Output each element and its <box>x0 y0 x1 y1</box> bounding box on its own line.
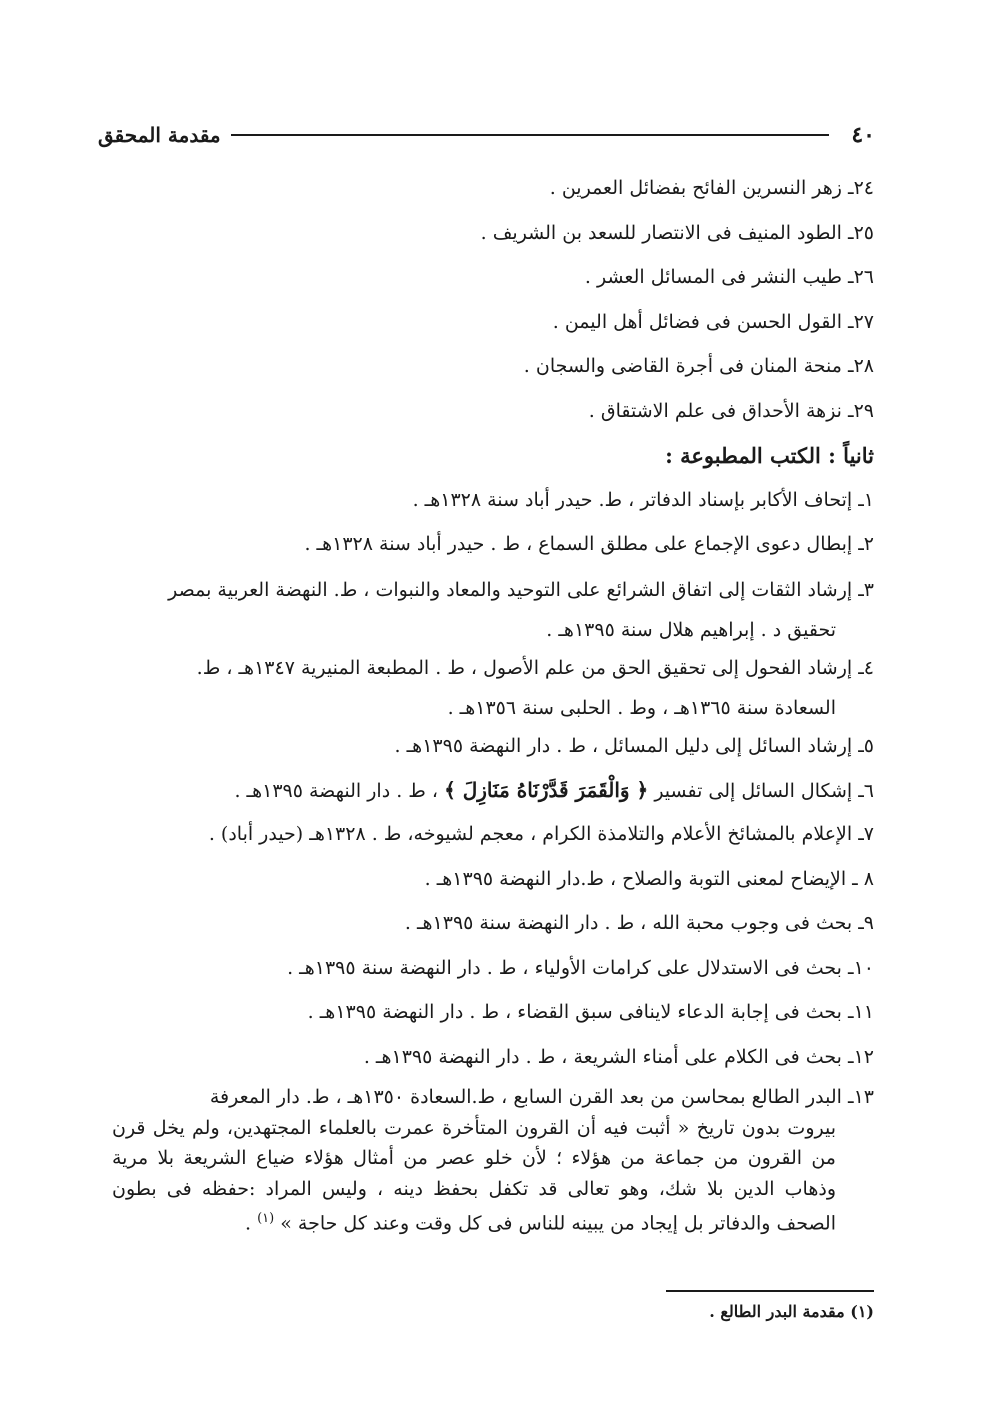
list-item-continuation: السعادة سنة ١٣٦٥هـ ، وط . الحلبى سنة ١٣٥٦هـ . <box>447 697 836 719</box>
list-item: ٢٨ـ منحة المنان فى أجرة القاضى والسجان . <box>523 355 874 377</box>
list-item <box>110 770 874 811</box>
footnote-rule <box>666 1290 874 1292</box>
list-item <box>100 648 874 728</box>
quotation: بيروت بدون تاريخ « أثبت فيه أن القرون المتأخرة عمرت بالعلماء المجتهدين، ولم يخل قرن من القرون من جماعة من هؤلاء ؛ لأن خلو عصر من أمثال هؤلاء ضياع الشريعة بلا مرية وذهاب الدين بلا شك، وهو تعالى قد تكفل بحفظ دينه ، وليس المراد :حفظه فى بطون الصحف والدفاتر بل إيجاد من يبينه للناس فى كل وقت وعند كل حاجة » <box>112 1116 836 1235</box>
list-item-line: ١٣ـ البدر الطالع بمحاسن من بعد القرن السابع ، ط.السعادة ١٣٥٠هـ ، ط. دار المعرفة <box>209 1086 874 1108</box>
list-item: ١ـ إتحاف الأكابر بإسناد الدفاتر ، ط. حيدر أباد سنة ١٣٢٨هـ . <box>412 489 874 511</box>
list-item: ٩ـ بحث فى وجوب محبة الله ، ط . دار النهضة سنة ١٣٩٥هـ . <box>404 912 874 934</box>
list-item: ٥ـ إرشاد السائل إلى دليل المسائل ، ط . دار النهضة ١٣٩٥هـ . <box>394 735 874 757</box>
section-heading: ثانياً : الكتب المطبوعة : <box>665 443 874 468</box>
list-item-text: ٦ـ إشكال السائل إلى تفسير <box>654 780 874 802</box>
list-item-continuation <box>112 1113 874 1239</box>
list-item <box>100 570 874 650</box>
page-header <box>98 118 875 152</box>
list-item: ٢٤ـ زهر النسرين الفائح بفضائل العمرين . <box>549 177 874 199</box>
list-item: ٢٩ـ نزهة الأحداق فى علم الاشتقاق . <box>588 400 874 422</box>
list-item: ١١ـ بحث فى إجابة الدعاء لاينافى سبق القضاء ، ط . دار النهضة ١٣٩٥هـ . <box>307 1001 874 1023</box>
list-item-line: ٤ـ إرشاد الفحول إلى تحقيق الحق من علم الأصول ، ط . المطبعة المنيرية ١٣٤٧هـ ، ط. <box>196 657 874 679</box>
list-item <box>112 1082 874 1239</box>
end-mark: . <box>244 1212 252 1235</box>
header-rule <box>231 134 830 136</box>
list-item: ٧ـ الإعلام بالمشائخ الأعلام والتلامذة الكرام ، معجم لشيوخه، ط . ١٣٢٨هـ (حيدر أباد) . <box>208 823 874 845</box>
list-item: ٨ ـ الإيضاح لمعنى التوبة والصلاح ، ط.دار النهضة ١٣٩٥هـ . <box>424 868 874 890</box>
footnote-reference[interactable]: (١) <box>257 1211 275 1226</box>
list-item: ١٠ـ بحث فى الاستدلال على كرامات الأولياء ، ط . دار النهضة سنة ١٣٩٥هـ . <box>287 957 874 979</box>
list-item: ٢٥ـ الطود المنيف فى الانتصار للسعد بن الشريف . <box>480 222 874 244</box>
page-number: ٤٠ <box>851 122 875 148</box>
list-item: ١٢ـ بحث فى الكلام على أمناء الشريعة ، ط . دار النهضة ١٣٩٥هـ . <box>363 1046 874 1068</box>
list-item-text: ، ط . دار النهضة ١٣٩٥هـ . <box>234 780 439 802</box>
list-item: ٢٦ـ طيب النشر فى المسائل العشر . <box>584 266 874 288</box>
list-item-line: ٣ـ إرشاد الثقات إلى اتفاق الشرائع على التوحيد والمعاد والنبوات ، ط. النهضة العربية بمصر <box>168 579 874 601</box>
running-title: مقدمة المحقق <box>98 123 221 147</box>
quran-verse: ﴿ وَالْقَمَرَ قَدَّرْنَاهُ مَنَازِلَ ﴾ <box>444 778 649 802</box>
list-item: ٢ـ إبطال دعوى الإجماع على مطلق السماع ، ط . حيدر أباد سنة ١٣٢٨هـ . <box>304 533 874 555</box>
footnote: (١) مقدمة البدر الطالع . <box>709 1302 874 1321</box>
list-item-continuation: تحقيق د . إبراهيم هلال سنة ١٣٩٥هـ . <box>546 619 836 641</box>
list-item: ٢٧ـ القول الحسن فى فضائل أهل اليمن . <box>552 311 874 333</box>
